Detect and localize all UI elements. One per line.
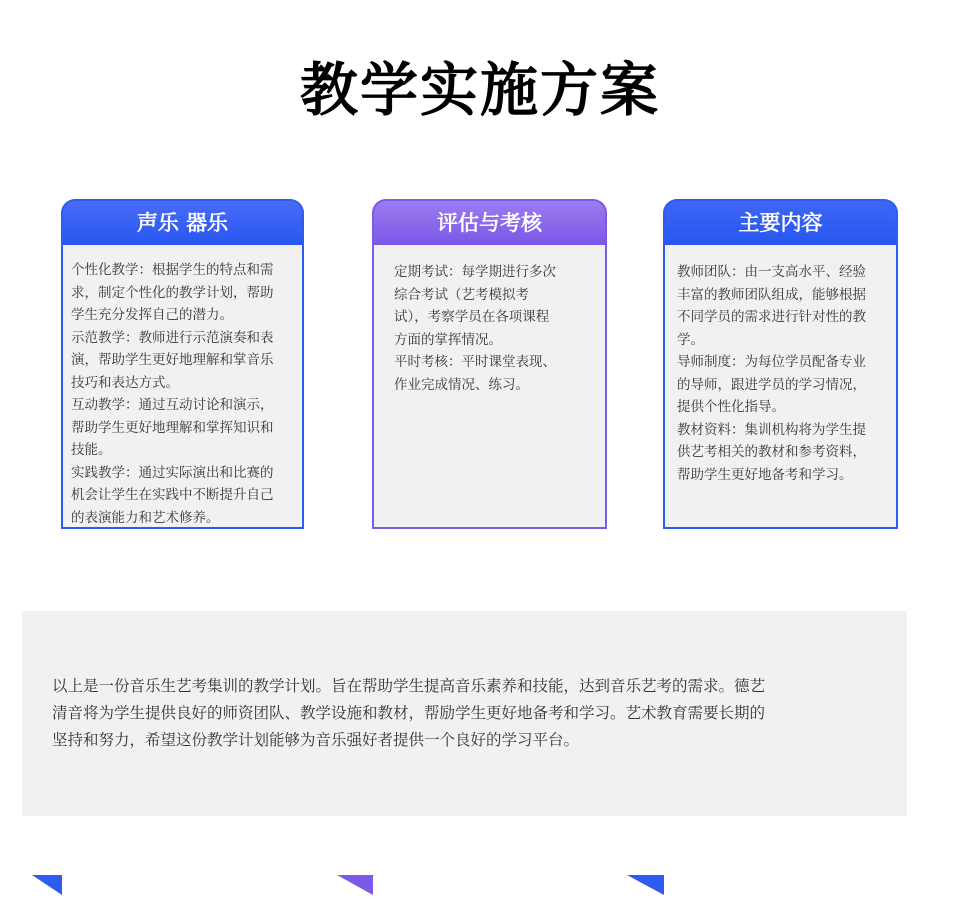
card-assessment xyxy=(372,199,607,529)
card-fold-corner xyxy=(32,875,62,895)
card-heading: 主要内容 xyxy=(663,199,898,245)
card-vocal-instrumental xyxy=(61,199,304,529)
summary-text: 以上是一份音乐生艺考集训的教学计划。旨在帮助学生提高音乐素养和技能，达到音乐艺考的需求。德艺 清音将为学生提供良好的师资团队、教学设施和教材，帮励学生更好地备考和学习。艺术教育需要长期的 坚持和努力，希望这份教学计划能够为音乐强好者提供一个良好的学习平台。 xyxy=(52,677,766,749)
card-main-content xyxy=(663,199,898,529)
card-body-text: 个性化教学：根据学生的特点和需 求，制定个性化的教学计划，帮助 学生充分发挥自己的潜力。 示范教学：教师进行示范演奏和表 演，帮助学生更好地理解和掌音乐 技巧和表达方式。 互动教学：通过互动讨论和演示， 帮助学生更好地理解和掌挥知识和 技能。 实践教学：通过实际演出和比赛的 机会让学生在实践中不断提升自己 的表演能力和艺术修养。 xyxy=(61,245,304,529)
card-fold-corner xyxy=(337,875,373,895)
card-body-text: 定期考试：每学期进行多次 综合考试（艺考模拟考 试），考察学员在各项课程 方面的掌挥情况。 平时考核：平时课堂表现、 作业完成情况、练习。 xyxy=(372,245,607,529)
summary-box xyxy=(22,611,907,816)
card-heading: 声乐 器乐 xyxy=(61,199,304,245)
card-heading: 评估与考核 xyxy=(372,199,607,245)
page-title: 教学实施方案 xyxy=(299,56,660,124)
card-body-text: 教师团队：由一支高水平、经验 丰富的教师团队组成，能够根据 不同学员的需求进行针对性的教 学。 导师制度：为每位学员配备专业 的导师，跟进学员的学习情况， 提供个性化指导。 教材资料：集训机构将为学生提 供艺考相关的教材和参考资料， 帮助学生更好地备考和学习。 xyxy=(663,245,898,529)
card-fold-corner xyxy=(627,875,664,895)
